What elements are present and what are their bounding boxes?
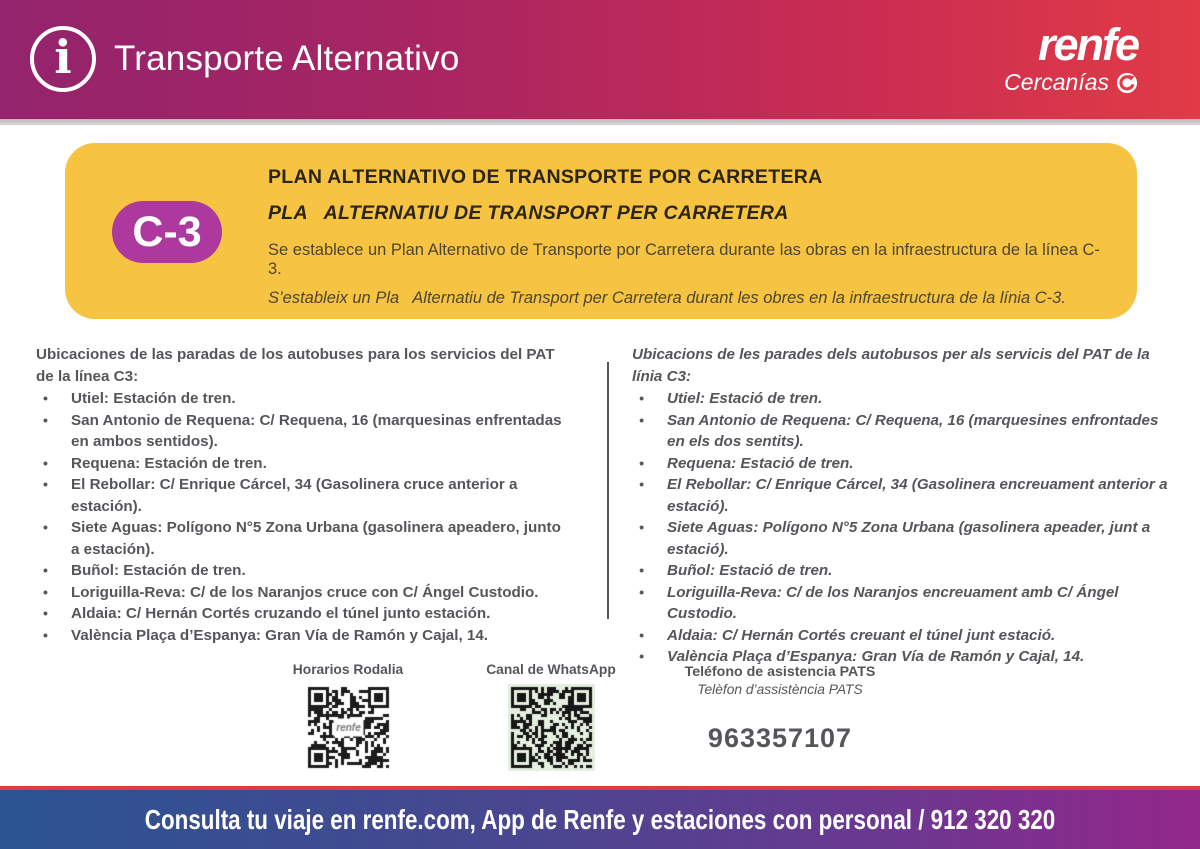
stop-item: • El Rebollar: C/ Enrique Cárcel, 34 (Gasolinera encreuament anterior a estació). xyxy=(632,474,1172,517)
stop-item: • València Plaça d’Espanya: Gran Vía de Ramón y Cajal, 14. xyxy=(36,625,572,647)
stop-item: • Requena: Estación de tren. xyxy=(36,453,572,475)
header-banner xyxy=(0,0,1200,119)
stop-item: • València Plaça d’Espanya: Gran Vía de Ramón y Cajal, 14. xyxy=(632,646,1172,668)
stop-item: • Buñol: Estació de tren. xyxy=(632,560,1172,582)
stops-heading-es: Ubicaciones de las paradas de los autobuses para los servicios del PAT de la línea C3: xyxy=(36,346,555,385)
footer-text: Consulta tu viaje en renfe.com, App de Renfe y estaciones con personal / 912 320 320 xyxy=(144,803,1056,835)
stop-item: • Loriguilla-Reva: C/ de los Naranjos encreuament amb C/ Ángel Custodio. xyxy=(632,582,1172,625)
notice-text-block xyxy=(268,166,1108,308)
header-left-group xyxy=(30,26,460,92)
notice-title-ca: PLA ALTERNATIU DE TRANSPORT PER CARRETERA xyxy=(268,202,789,224)
line-c3-badge: C-3 xyxy=(112,201,222,263)
renfe-logo: renfe xyxy=(1037,19,1138,70)
stop-item: • El Rebollar: C/ Enrique Cárcel, 34 (Gasolinera cruce anterior a estación). xyxy=(36,474,572,517)
column-divider xyxy=(607,362,609,619)
notice-title-es: PLAN ALTERNATIVO DE TRANSPORTE POR CARRETERA xyxy=(268,166,823,188)
stop-item: • Aldaia: C/ Hernán Cortés cruzando el túnel junto estación. xyxy=(36,603,572,625)
header-separator xyxy=(0,119,1200,125)
phone-label-es: Teléfono de asistencia PATS xyxy=(684,664,876,680)
phone-assistance-block xyxy=(660,664,900,754)
brand-block xyxy=(1004,19,1138,96)
stops-list-es xyxy=(36,388,572,646)
stops-column-spanish xyxy=(36,344,572,646)
stop-item: • Loriguilla-Reva: C/ de los Naranjos cruce con C/ Ángel Custodio. xyxy=(36,582,572,604)
stop-item: • Utiel: Estación de tren. xyxy=(36,388,572,410)
stops-column-valencian xyxy=(632,344,1172,668)
notice-panel xyxy=(65,143,1137,319)
cercanias-arrow-icon xyxy=(1116,72,1138,94)
footer-bar xyxy=(0,790,1200,849)
stops-heading-ca: Ubicacions de les parades dels autobusos per als servicis del PAT de la línia C3: xyxy=(632,346,1150,385)
phone-number: 963357107 xyxy=(707,723,853,753)
stop-item: • Siete Aguas: Polígono N°5 Zona Urbana (gasolinera apeadero, junto a estación). xyxy=(36,517,572,560)
page-title: Transporte Alternativo xyxy=(114,39,460,78)
qr-block-horarios xyxy=(263,662,433,771)
stop-item: • Aldaia: C/ Hernán Cortés creuant el túnel junt estació. xyxy=(632,625,1172,647)
phone-label-ca: Telèfon d’assistència PATS xyxy=(697,682,863,697)
stops-list-ca xyxy=(632,388,1172,668)
stop-item: • Utiel: Estació de tren. xyxy=(632,388,1172,410)
qr-code-horarios xyxy=(305,684,392,771)
stop-item: • Requena: Estació de tren. xyxy=(632,453,1172,475)
qr-block-whatsapp xyxy=(466,662,636,771)
qr-code-whatsapp xyxy=(508,684,595,771)
footer xyxy=(0,786,1200,849)
stop-item: • Buñol: Estación de tren. xyxy=(36,560,572,582)
notice-body-es: Se establece un Plan Alternativo de Transporte por Carretera durante las obras en la infraestructura de la línea C-3. xyxy=(268,241,1100,278)
qr-horarios-label: Horarios Rodalia xyxy=(292,662,404,677)
cercanias-row xyxy=(1004,69,1138,96)
stop-item: • San Antonio de Requena: C/ Requena, 16 (marquesinas enfrentadas en ambos sentidos). xyxy=(36,410,572,453)
stop-item: • San Antonio de Requena: C/ Requena, 16 (marquesines enfrontades en els dos sentits). xyxy=(632,410,1172,453)
cercanias-label: Cercanías xyxy=(1004,69,1109,95)
qr-whatsapp-label: Canal de WhatsApp xyxy=(486,662,616,677)
info-icon: i xyxy=(30,26,96,92)
stop-item: • Siete Aguas: Polígono N°5 Zona Urbana (gasolinera apeader, junt a estació). xyxy=(632,517,1172,560)
notice-body-ca: S’estableix un Pla Alternatiu de Transport per Carretera durant les obres en la infraestructura de la línia C-3. xyxy=(268,289,1066,307)
